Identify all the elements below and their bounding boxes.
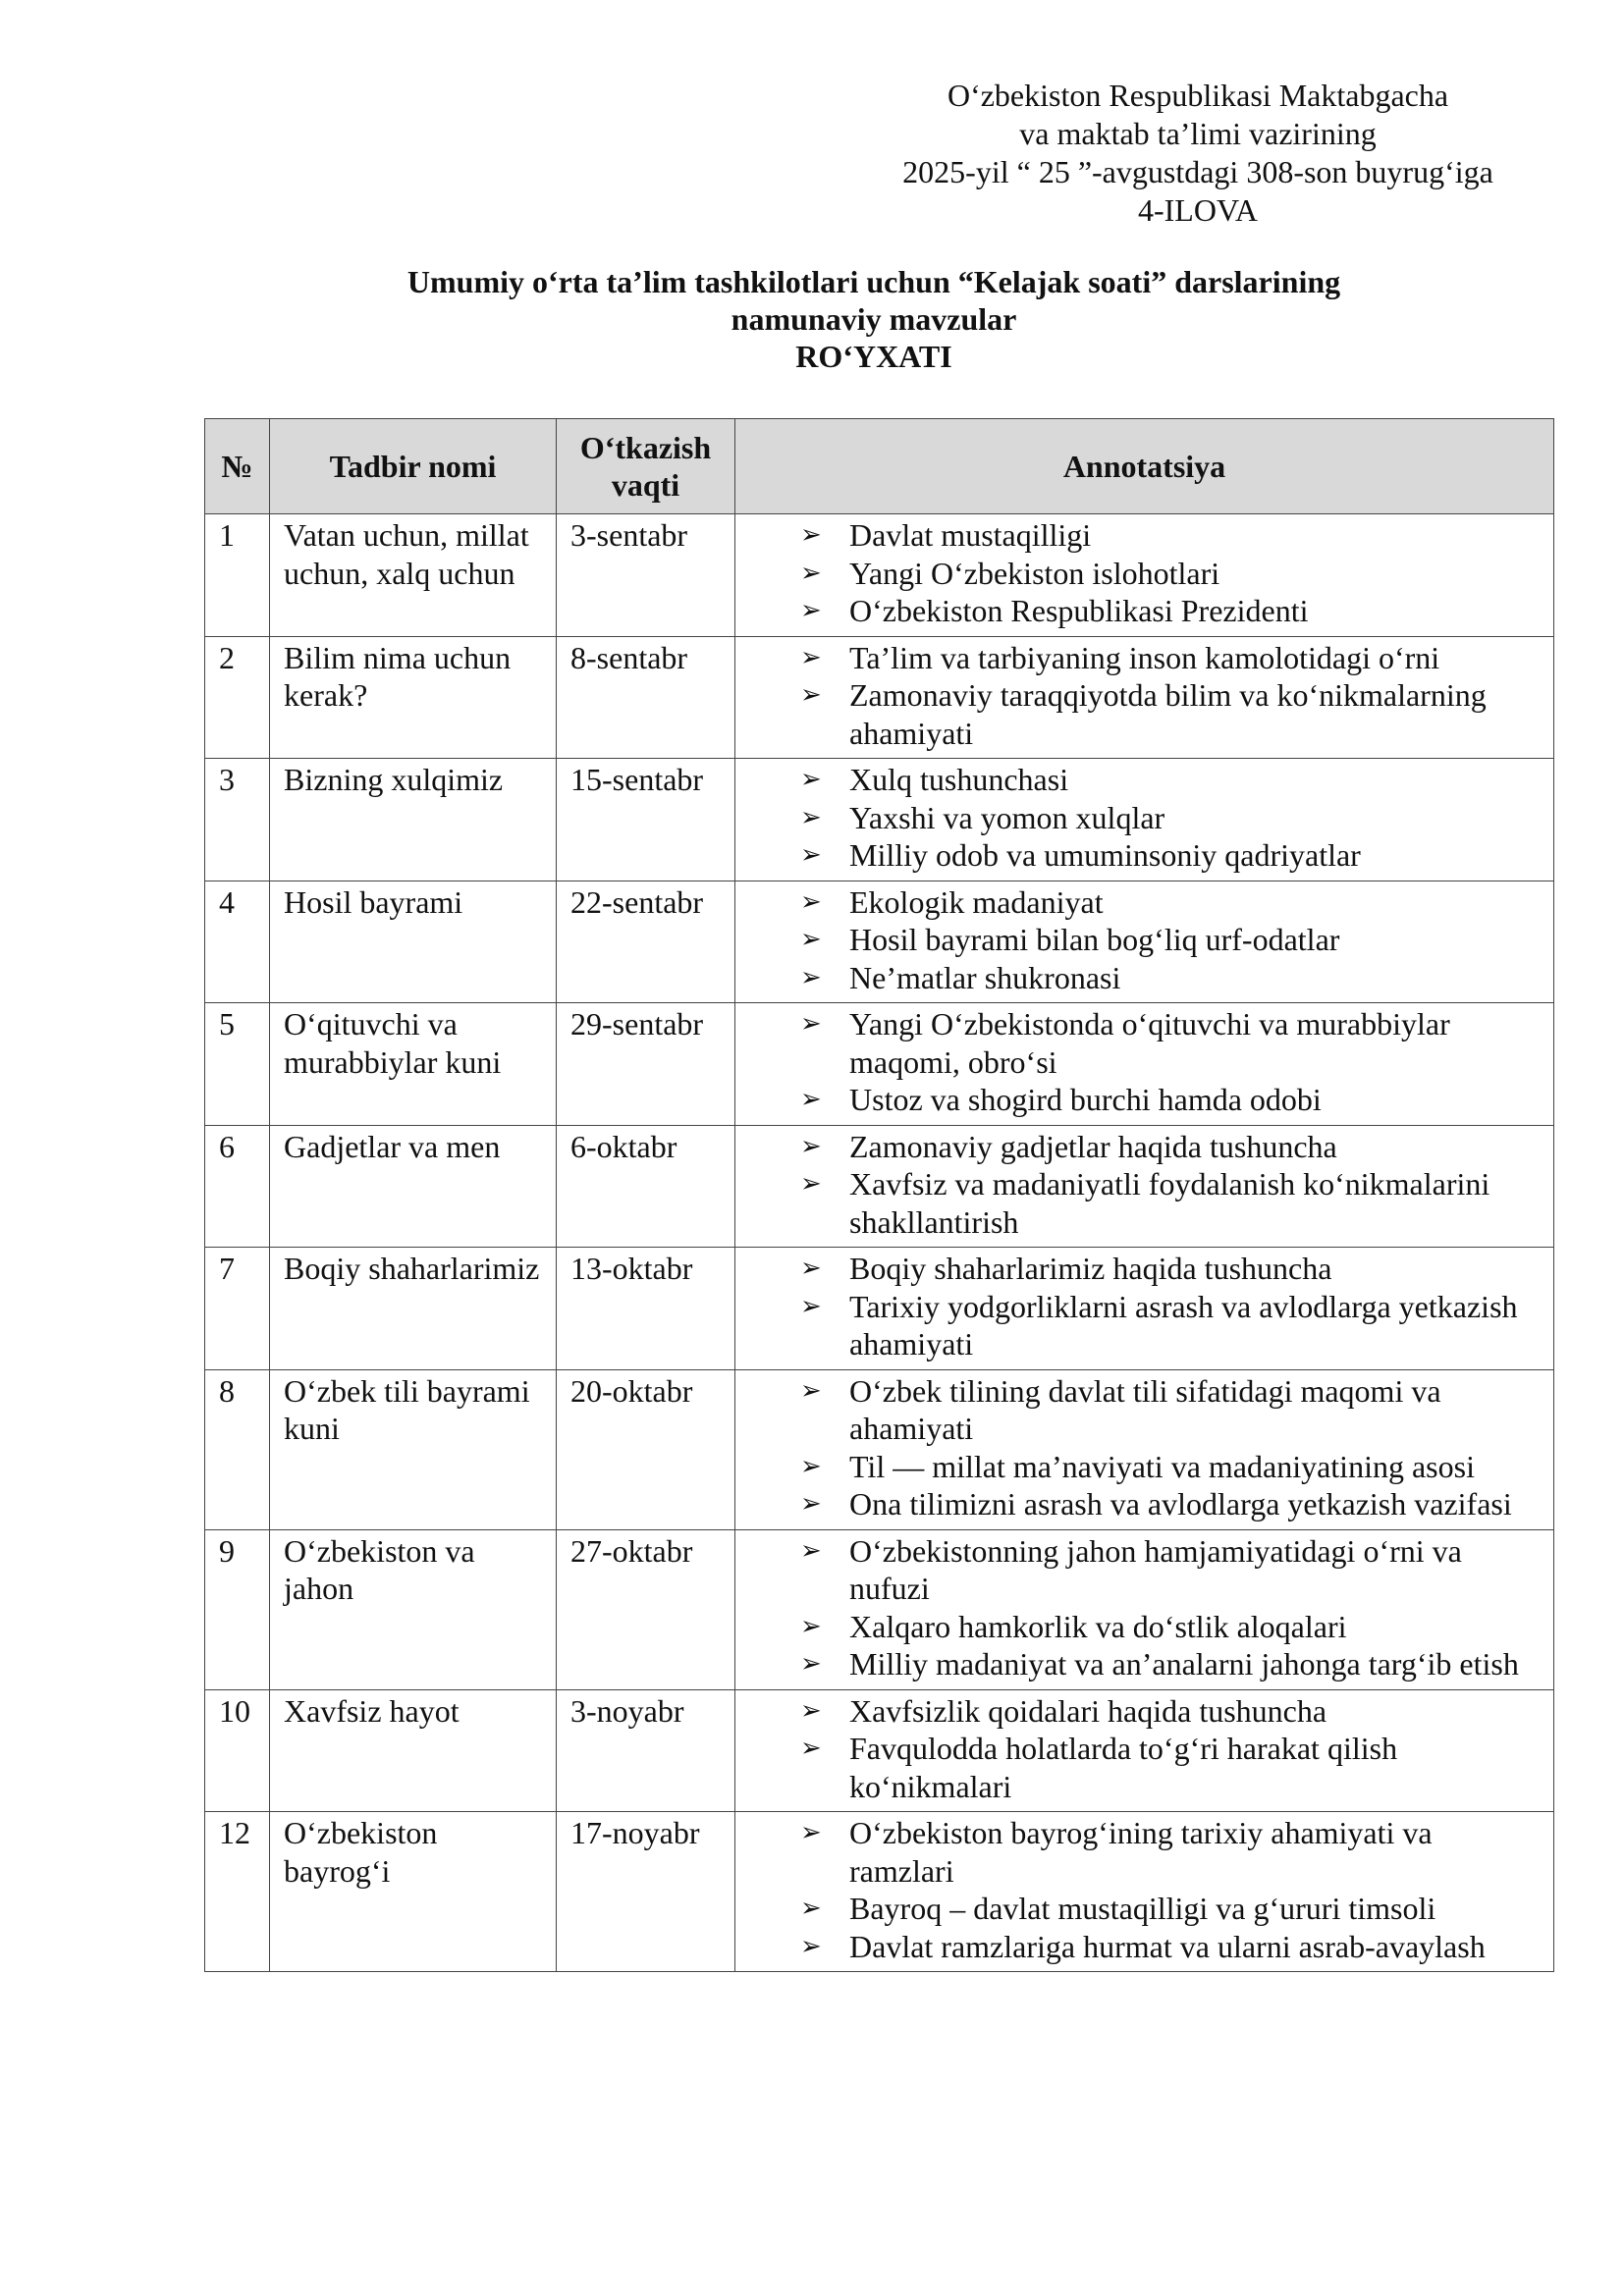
row-number: 7 bbox=[205, 1248, 270, 1370]
annotation-list bbox=[735, 761, 1543, 875]
annotation-text: Favqulodda holatlarda to‘g‘ri harakat qilish ko‘nikmalari bbox=[849, 1731, 1398, 1804]
row-number: 3 bbox=[205, 759, 270, 881]
event-name: Vatan uchun, millat uchun, xalq uchun bbox=[270, 514, 557, 637]
annotation-text: Davlat mustaqilligi bbox=[849, 517, 1092, 553]
arrowhead-bullet-icon: ➢ bbox=[800, 1734, 822, 1763]
annotation-item bbox=[735, 883, 1543, 922]
annotation-item bbox=[735, 1485, 1543, 1523]
annotation-item bbox=[735, 676, 1543, 752]
row-number: 4 bbox=[205, 881, 270, 1003]
annotation-list bbox=[735, 1372, 1543, 1523]
annotation-text: Zamonaviy taraqqiyotda bilim va ko‘nikmalarning ahamiyati bbox=[849, 677, 1487, 751]
annotation-item bbox=[735, 1814, 1543, 1890]
table-row bbox=[205, 759, 1554, 881]
arrowhead-bullet-icon: ➢ bbox=[800, 1169, 822, 1199]
row-number: 6 bbox=[205, 1125, 270, 1248]
table-row bbox=[205, 1003, 1554, 1126]
annotation-cell bbox=[735, 1369, 1554, 1529]
annotation-text: Bayroq – davlat mustaqilligi va g‘ururi timsoli bbox=[849, 1891, 1436, 1926]
document-title bbox=[187, 263, 1561, 375]
annotation-item bbox=[735, 555, 1543, 593]
row-number: 9 bbox=[205, 1529, 270, 1689]
table-row bbox=[205, 1369, 1554, 1529]
arrowhead-bullet-icon: ➢ bbox=[800, 1818, 822, 1847]
annotation-item bbox=[735, 799, 1543, 837]
annotation-text: O‘zbek tilining davlat tili sifatidagi maqomi va ahamiyati bbox=[849, 1372, 1441, 1446]
annotation-text: Ta’lim va tarbiyaning inson kamolotidagi o‘rni bbox=[849, 639, 1440, 675]
annotation-cell bbox=[735, 1812, 1554, 1972]
arrowhead-bullet-icon: ➢ bbox=[800, 1375, 822, 1406]
annotation-text: Ustoz va shogird burchi hamda odobi bbox=[849, 1082, 1322, 1117]
column-header-date: O‘tkazish vaqti bbox=[557, 419, 735, 514]
title-line-1: Umumiy o‘rta ta’lim tashkilotlari uchun “Kelajak soati” darslarining bbox=[406, 264, 1341, 299]
annotation-item bbox=[735, 1005, 1543, 1081]
annotation-text: O‘zbekiston Respublikasi Prezidenti bbox=[849, 593, 1309, 628]
event-date: 3-sentabr bbox=[557, 514, 735, 637]
annotation-text: Xavfsizlik qoidalari haqida tushuncha bbox=[849, 1692, 1327, 1729]
annotation-item bbox=[735, 1608, 1543, 1646]
annotation-text: Yangi O‘zbekistonda o‘qituvchi va murabbiylar maqomi, obro‘si bbox=[849, 1006, 1450, 1080]
event-date: 6-oktabr bbox=[557, 1125, 735, 1248]
row-number: 12 bbox=[205, 1812, 270, 1972]
event-name: Gadjetlar va men bbox=[270, 1125, 557, 1248]
event-date: 15-sentabr bbox=[557, 759, 735, 881]
annotation-item bbox=[735, 1288, 1543, 1363]
arrowhead-bullet-icon: ➢ bbox=[800, 1695, 822, 1726]
event-name: Boqiy shaharlarimiz bbox=[270, 1248, 557, 1370]
annotation-cell bbox=[735, 636, 1554, 759]
annotation-text: Milliy madaniyat va an’analarni jahonga targ‘ib etish bbox=[849, 1646, 1519, 1682]
arrowhead-bullet-icon: ➢ bbox=[800, 1489, 822, 1519]
annotation-text: Yaxshi va yomon xulqlar bbox=[849, 799, 1165, 835]
arrowhead-bullet-icon: ➢ bbox=[800, 1291, 822, 1321]
arrowhead-bullet-icon: ➢ bbox=[800, 962, 822, 992]
row-number: 2 bbox=[205, 636, 270, 759]
annotation-cell bbox=[735, 1003, 1554, 1126]
table-row bbox=[205, 1529, 1554, 1689]
annotation-item bbox=[735, 1081, 1543, 1119]
annotation-list bbox=[735, 1005, 1543, 1119]
arrowhead-bullet-icon: ➢ bbox=[800, 802, 822, 832]
event-name: Hosil bayrami bbox=[270, 881, 557, 1003]
event-name: Bizning xulqimiz bbox=[270, 759, 557, 881]
annotation-list bbox=[735, 1814, 1543, 1965]
arrowhead-bullet-icon: ➢ bbox=[800, 596, 822, 625]
arrowhead-bullet-icon: ➢ bbox=[800, 1535, 822, 1566]
annotation-item bbox=[735, 959, 1543, 997]
header-line-ministry: O‘zbekiston Respublikasi Maktabgacha bbox=[947, 78, 1449, 113]
annotation-text: Hosil bayrami bilan bog‘liq urf-odatlar bbox=[849, 922, 1340, 957]
annotation-item bbox=[735, 1532, 1543, 1608]
annotation-item bbox=[735, 761, 1543, 799]
annotation-text: Davlat ramzlariga hurmat va ularni asrab-avaylash bbox=[849, 1928, 1486, 1964]
title-line-3: RO‘YXATI bbox=[795, 339, 952, 374]
table-row bbox=[205, 1689, 1554, 1812]
table-row bbox=[205, 881, 1554, 1003]
annotation-text: Ona tilimizni asrash va avlodlarga yetkazish vazifasi bbox=[849, 1486, 1512, 1522]
annotation-item bbox=[735, 1372, 1543, 1448]
annotation-item bbox=[735, 1645, 1543, 1683]
table-body bbox=[205, 514, 1554, 1972]
annotation-text: Til — millat ma’naviyati va madaniyatining asosi bbox=[849, 1448, 1475, 1484]
annotation-item bbox=[735, 921, 1543, 959]
annotation-item bbox=[735, 516, 1543, 555]
arrowhead-bullet-icon: ➢ bbox=[800, 680, 822, 710]
event-name: O‘zbekiston va jahon bbox=[270, 1529, 557, 1689]
arrowhead-bullet-icon: ➢ bbox=[800, 840, 822, 870]
table-row bbox=[205, 1248, 1554, 1370]
annotation-cell bbox=[735, 1125, 1554, 1248]
table-row bbox=[205, 1812, 1554, 1972]
annotation-item bbox=[735, 836, 1543, 875]
arrowhead-bullet-icon: ➢ bbox=[800, 1009, 822, 1039]
column-header-event-name: Tadbir nomi bbox=[270, 419, 557, 514]
annotation-text: Xavfsiz va madaniyatli foydalanish ko‘nikmalarini shakllantirish bbox=[849, 1166, 1490, 1240]
arrowhead-bullet-icon: ➢ bbox=[800, 1649, 822, 1679]
annotation-item bbox=[735, 1730, 1543, 1805]
event-date: 8-sentabr bbox=[557, 636, 735, 759]
event-date: 13-oktabr bbox=[557, 1248, 735, 1370]
row-number: 5 bbox=[205, 1003, 270, 1126]
row-number: 8 bbox=[205, 1369, 270, 1529]
arrowhead-bullet-icon: ➢ bbox=[800, 1085, 822, 1114]
arrowhead-bullet-icon: ➢ bbox=[800, 558, 822, 588]
annotation-item bbox=[735, 639, 1543, 677]
annotation-text: O‘zbekiston bayrog‘ining tarixiy ahamiyati va ramzlari bbox=[849, 1815, 1433, 1889]
arrowhead-bullet-icon: ➢ bbox=[800, 1894, 822, 1923]
annotation-text: Xalqaro hamkorlik va do‘stlik aloqalari bbox=[849, 1608, 1347, 1644]
arrowhead-bullet-icon: ➢ bbox=[800, 1254, 822, 1283]
arrowhead-bullet-icon: ➢ bbox=[800, 1451, 822, 1481]
event-date: 17-noyabr bbox=[557, 1812, 735, 1972]
annotation-text: O‘zbekistonning jahon hamjamiyatidagi o‘rni va nufuzi bbox=[849, 1532, 1462, 1606]
annotation-item bbox=[735, 1692, 1543, 1731]
event-date: 22-sentabr bbox=[557, 881, 735, 1003]
annotation-text: Ne’matlar shukronasi bbox=[849, 959, 1121, 995]
annotation-text: Milliy odob va umuminsoniy qadriyatlar bbox=[849, 837, 1361, 873]
annotation-cell bbox=[735, 1529, 1554, 1689]
annotation-cell bbox=[735, 1689, 1554, 1812]
annotation-item bbox=[735, 592, 1543, 630]
annotation-item bbox=[735, 1928, 1543, 1966]
annotation-item bbox=[735, 1890, 1543, 1928]
event-name: Bilim nima uchun kerak? bbox=[270, 636, 557, 759]
approval-header bbox=[864, 77, 1532, 230]
annotation-list bbox=[735, 883, 1543, 997]
arrowhead-bullet-icon: ➢ bbox=[800, 1611, 822, 1641]
header-line-minister: va maktab ta’limi vazirining bbox=[1019, 116, 1377, 151]
table-row bbox=[205, 514, 1554, 637]
arrowhead-bullet-icon: ➢ bbox=[800, 765, 822, 794]
header-line-appendix: 4-ILOVA bbox=[1137, 192, 1259, 228]
annotation-item bbox=[735, 1128, 1543, 1166]
annotation-text: Yangi O‘zbekiston islohotlari bbox=[849, 555, 1220, 591]
arrowhead-bullet-icon: ➢ bbox=[800, 925, 822, 954]
arrowhead-bullet-icon: ➢ bbox=[800, 1931, 822, 1961]
annotation-item bbox=[735, 1448, 1543, 1486]
annotation-list bbox=[735, 1532, 1543, 1683]
event-date: 27-oktabr bbox=[557, 1529, 735, 1689]
annotation-list bbox=[735, 1692, 1543, 1806]
arrowhead-bullet-icon: ➢ bbox=[800, 1131, 822, 1161]
event-name: O‘qituvchi va murabbiylar kuni bbox=[270, 1003, 557, 1126]
annotation-item bbox=[735, 1165, 1543, 1241]
arrowhead-bullet-icon: ➢ bbox=[800, 642, 822, 672]
annotation-item bbox=[735, 1250, 1543, 1288]
annotation-list bbox=[735, 516, 1543, 630]
row-number: 1 bbox=[205, 514, 270, 637]
annotation-list bbox=[735, 1128, 1543, 1242]
annotation-list bbox=[735, 639, 1543, 753]
annotation-text: Boqiy shaharlarimiz haqida tushuncha bbox=[849, 1251, 1332, 1286]
annotation-text: Xulq tushunchasi bbox=[849, 762, 1069, 797]
annotation-text: Tarixiy yodgorliklarni asrash va avlodlarga yetkazish ahamiyati bbox=[849, 1288, 1518, 1362]
column-header-annotation: Annotatsiya bbox=[735, 419, 1554, 514]
annotation-cell bbox=[735, 881, 1554, 1003]
event-date: 20-oktabr bbox=[557, 1369, 735, 1529]
event-date: 29-sentabr bbox=[557, 1003, 735, 1126]
arrowhead-bullet-icon: ➢ bbox=[800, 520, 822, 550]
annotation-cell bbox=[735, 514, 1554, 637]
event-name: O‘zbekiston bayrog‘i bbox=[270, 1812, 557, 1972]
table-row bbox=[205, 636, 1554, 759]
header-line-order: 2025-yil “ 25 ”-avgustdagi 308-son buyrug‘iga bbox=[902, 154, 1493, 189]
event-name: O‘zbek tili bayrami kuni bbox=[270, 1369, 557, 1529]
annotation-list bbox=[735, 1250, 1543, 1363]
table-header-row bbox=[205, 419, 1554, 514]
annotation-text: Zamonaviy gadjetlar haqida tushuncha bbox=[849, 1128, 1337, 1164]
event-name: Xavfsiz hayot bbox=[270, 1689, 557, 1812]
table-row bbox=[205, 1125, 1554, 1248]
event-date: 3-noyabr bbox=[557, 1689, 735, 1812]
annotation-text: Ekologik madaniyat bbox=[849, 883, 1104, 920]
column-header-number: № bbox=[205, 419, 270, 514]
arrowhead-bullet-icon: ➢ bbox=[800, 886, 822, 917]
title-line-2: namunaviy mavzular bbox=[731, 301, 1017, 337]
row-number: 10 bbox=[205, 1689, 270, 1812]
annotation-cell bbox=[735, 1248, 1554, 1370]
annotation-cell bbox=[735, 759, 1554, 881]
topics-table bbox=[204, 418, 1554, 1972]
